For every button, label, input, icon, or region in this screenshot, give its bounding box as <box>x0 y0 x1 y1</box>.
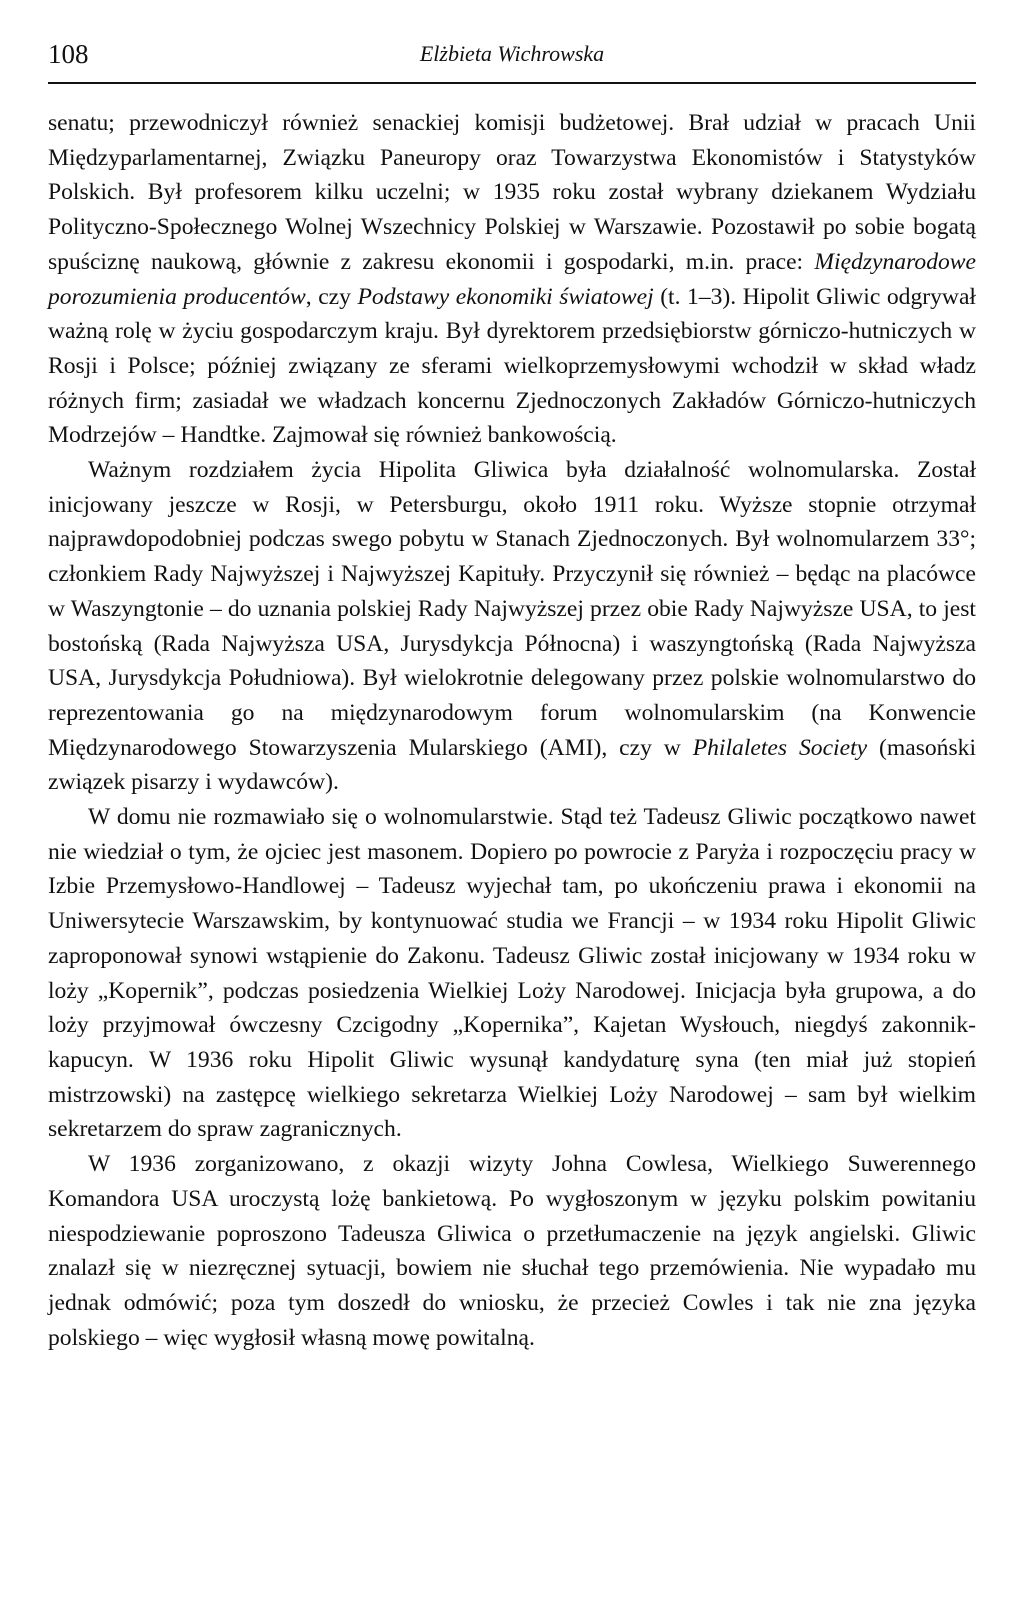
running-title: Elżbieta Wichrowska <box>419 41 605 66</box>
paragraph <box>48 1147 976 1355</box>
text-run: W 1936 zorganizowano, z okazji wizyty Johna Cowlesa, Wielkiego Suwerennego Komandora USA uroczystą lożę bankietową. Po wygłoszonym w języku polskim powitaniu niespodziewanie poproszono Tadeusza Gliwica o przetłumaczenie na język angielski. Gliwic znalazł się w niezręcznej sytuacji, bowiem nie słuchał tego przemówienia. Nie wypadało mu jednak odmówić; poza tym doszedł do wniosku, że przecież Cowles i tak nie zna języka polskiego – więc wygłosił własną mowę powitalną. <box>48 1151 976 1351</box>
book-page <box>48 34 976 1355</box>
text-run: W domu nie rozmawiało się o wolnomularstwie. Stąd też Tadeusz Gliwic początkowo nawet nie wiedział o tym, że ojciec jest masonem. Dopiero po powrocie z Paryża i rozpoczęciu pracy w Izbie Przemysłowo-Handlowej – Tadeusz wyjechał tam, po ukończeniu prawa i ekonomii na Uniwersytecie Warszawskim, by kontynuować studia we Francji – w 1934 roku Hipolit Gliwic zaproponował synowi wstąpienie do Zakonu. Tadeusz Gliwic został inicjowany w 1934 roku w loży „Kopernik”, podczas posiedzenia Wielkiej Loży Narodowej. Inicjacja była grupowa, a do loży przyjmował ówczesny Czcigodny „Kopernika”, Kajetan Wysłouch, niegdyś zakonnik-kapucyn. W 1936 roku Hipolit Gliwic wysunął kandydaturę syna (ten miał już stopień mistrzowski) na zastępcę wielkiego sekretarza Wielkiej Loży Narodowej – sam był wielkim sekretarzem do spraw zagranicznych. <box>48 804 976 1143</box>
paragraph <box>48 106 976 453</box>
italic-title: Philaletes Society <box>692 734 868 761</box>
paragraph <box>48 453 976 800</box>
text-run: (t. 1–3). Hipolit Gliwic odgrywał ważną rolę w życiu gospodarczym kraju. Był dyrektorem przedsiębiorstw górniczo-hutniczych w Rosji i Polsce; później związany ze sferami wielkoprzemysłowymi wchodził w skład władz różnych firm; zasiadał we władzach koncernu Zjednoczonych Zakładów Górniczo-hutniczych Modrzejów – Handtke. Zajmował się również bankowością. <box>48 283 976 449</box>
paragraph <box>48 800 976 1147</box>
header-rule <box>48 82 976 84</box>
italic-title: Podstawy ekonomiki światowej <box>357 283 654 310</box>
text-run: senatu; przewodniczył również senackiej komisji budżetowej. Brał udział w pracach Unii Międzyparlamentarnej, Związku Paneuropy oraz Towarzystwa Ekonomistów i Statystyków Polskich. Był profesorem kilku uczelni; w 1935 roku został wybrany dziekanem Wydziału Polityczno-Społecznego Wolnej Wszechnicy Polskiej w Warszawie. Pozostawił po sobie bogatą spuściznę naukową, głównie z zakresu ekonomii i gospodarki, m.in. prace: <box>48 110 976 275</box>
italic-title: Międzynarodowe porozumienia producentów <box>48 248 976 310</box>
text-run: , czy <box>305 283 358 310</box>
text-run: Ważnym rozdziałem życia Hipolita Gliwica była działalność wolnomularska. Został inicjowany jeszcze w Rosji, w Petersburgu, około 1911 roku. Wyższe stopnie otrzymał najprawdopodobniej podczas swego pobytu w Stanach Zjednoczonych. Był wolnomularzem 33°; członkiem Rady Najwyższej i Najwyższej Kapituły. Przyczynił się również – będąc na placówce w Waszyngtonie – do uznania polskiej Rady Najwyższej przez obie Rady Najwyższe USA, to jest bostońską (Rada Najwyższa USA, Jurysdykcja Północna) i waszyngtońską (Rada Najwyższa USA, Jurysdykcja Południowa). Był wielokrotnie delegowany przez polskie wolnomularstwo do reprezentowania go na międzynarodowym forum wolnomularskim (na Konwencie Międzynarodowego Stowarzyszenia Mularskiego (AMI), czy w <box>48 457 976 761</box>
text-run: (masoński związek pisarzy i wydawców). <box>48 734 977 796</box>
running-head <box>48 34 976 78</box>
body-text <box>48 106 976 1355</box>
page-number: 108 <box>48 39 89 69</box>
